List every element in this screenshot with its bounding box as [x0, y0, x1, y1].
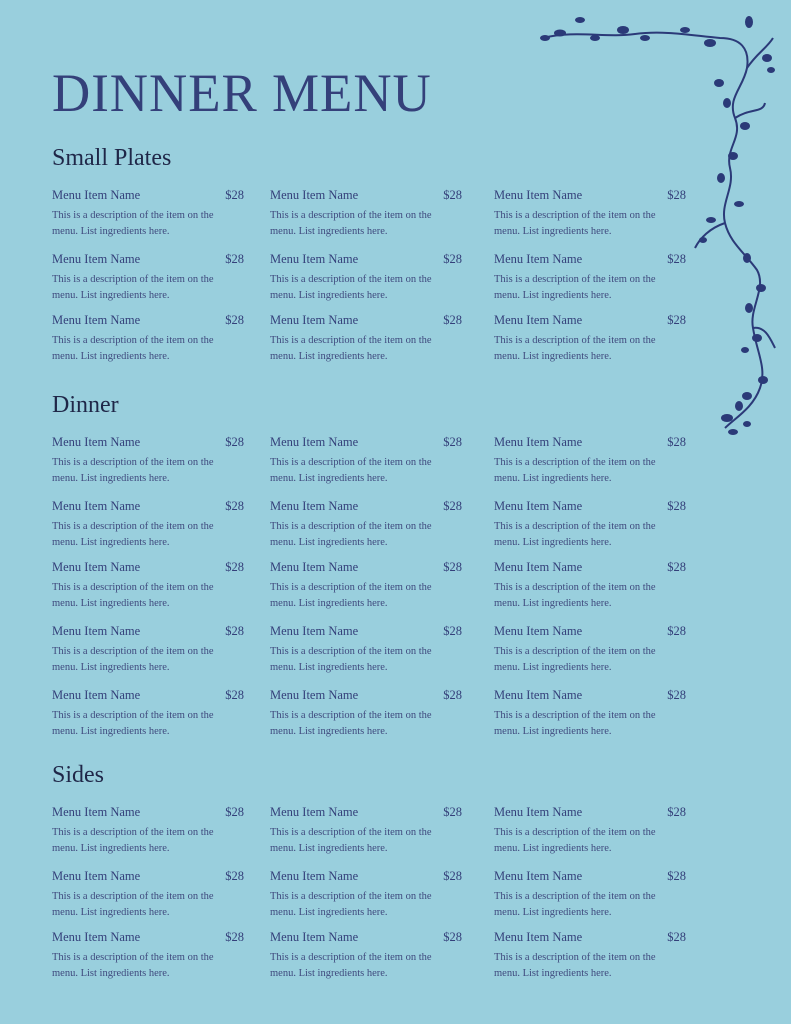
- menu-item: [52, 252, 244, 303]
- menu-item: [494, 930, 686, 981]
- menu-item-name: Menu Item Name: [270, 188, 359, 202]
- menu-item: [270, 252, 462, 303]
- menu-item-header: [270, 805, 462, 820]
- menu-item-header: [52, 313, 244, 328]
- menu-item-header: [494, 869, 686, 884]
- menu-item-header: [270, 435, 462, 450]
- menu-item-description: This is a description of the item on the menu. List ingredients here.: [270, 457, 432, 484]
- menu-item: [52, 499, 244, 550]
- menu-item-name: Menu Item Name: [494, 435, 583, 449]
- menu-item-description: This is a description of the item on the menu. List ingredients here.: [494, 646, 656, 673]
- menu-item: [52, 624, 244, 675]
- menu-item-price: $28: [667, 252, 686, 266]
- menu-item-header: [494, 560, 686, 575]
- menu-item-description: This is a description of the item on the menu. List ingredients here.: [52, 210, 214, 237]
- menu-item: [270, 930, 462, 981]
- menu-item-description: This is a description of the item on the menu. List ingredients here.: [494, 457, 656, 484]
- page-title: DINNER MENU: [52, 63, 432, 123]
- menu-item-header: [52, 624, 244, 639]
- menu-item-name: Menu Item Name: [52, 805, 141, 819]
- menu-item-description: This is a description of the item on the menu. List ingredients here.: [494, 210, 656, 237]
- menu-item-description: This is a description of the item on the menu. List ingredients here.: [52, 952, 214, 979]
- menu-item-description: This is a description of the item on the menu. List ingredients here.: [52, 457, 214, 484]
- menu-item-header: [52, 805, 244, 820]
- menu-item-price: $28: [225, 499, 244, 513]
- menu-item-header: [494, 688, 686, 703]
- menu-item-price: $28: [443, 624, 462, 638]
- menu-item-description: This is a description of the item on the menu. List ingredients here.: [52, 891, 214, 918]
- menu-item: [270, 688, 462, 739]
- menu-item-price: $28: [443, 688, 462, 702]
- menu-item-name: Menu Item Name: [52, 313, 141, 327]
- menu-item-description: This is a description of the item on the menu. List ingredients here.: [52, 274, 214, 301]
- menu-item-header: [52, 499, 244, 514]
- menu-item-name: Menu Item Name: [270, 869, 359, 883]
- menu-item-price: $28: [225, 313, 244, 327]
- menu-item-name: Menu Item Name: [494, 624, 583, 638]
- menu-item-header: [270, 313, 462, 328]
- menu-item-name: Menu Item Name: [52, 435, 141, 449]
- menu-item-header: [494, 805, 686, 820]
- menu-item-price: $28: [667, 688, 686, 702]
- menu-item: [270, 435, 462, 486]
- menu-item-name: Menu Item Name: [270, 560, 359, 574]
- menu-item-price: $28: [443, 499, 462, 513]
- menu-item: [270, 499, 462, 550]
- menu-item-header: [270, 560, 462, 575]
- menu-item: [494, 688, 686, 739]
- menu-item-header: [270, 624, 462, 639]
- menu-item-header: [52, 869, 244, 884]
- menu-item-price: $28: [225, 688, 244, 702]
- menu-item-description: This is a description of the item on the menu. List ingredients here.: [494, 827, 656, 854]
- menu-item-price: $28: [225, 805, 244, 819]
- menu-item-header: [52, 930, 244, 945]
- menu-item-name: Menu Item Name: [270, 499, 359, 513]
- menu-item: [52, 688, 244, 739]
- menu-item-name: Menu Item Name: [270, 252, 359, 266]
- menu-item-name: Menu Item Name: [52, 560, 141, 574]
- menu-item: [270, 313, 462, 364]
- menu-item-price: $28: [443, 805, 462, 819]
- menu-item-header: [494, 188, 686, 203]
- menu-item-header: [494, 624, 686, 639]
- menu-item-price: $28: [667, 560, 686, 574]
- menu-item: [494, 499, 686, 550]
- menu-item-price: $28: [443, 930, 462, 944]
- menu-item-name: Menu Item Name: [494, 688, 583, 702]
- menu-item-description: This is a description of the item on the menu. List ingredients here.: [494, 582, 656, 609]
- menu-item: [494, 313, 686, 364]
- menu-item-name: Menu Item Name: [52, 869, 141, 883]
- menu-item-name: Menu Item Name: [270, 805, 359, 819]
- menu-item-name: Menu Item Name: [52, 188, 141, 202]
- menu-item-price: $28: [443, 313, 462, 327]
- menu-item-price: $28: [667, 930, 686, 944]
- menu-item-price: $28: [667, 869, 686, 883]
- menu-item-description: This is a description of the item on the menu. List ingredients here.: [494, 952, 656, 979]
- menu-item-name: Menu Item Name: [494, 869, 583, 883]
- menu-item-price: $28: [667, 499, 686, 513]
- menu-item-name: Menu Item Name: [270, 930, 359, 944]
- menu-item-name: Menu Item Name: [52, 688, 141, 702]
- menu-item-header: [52, 435, 244, 450]
- menu-item-price: $28: [225, 560, 244, 574]
- menu-item-price: $28: [225, 188, 244, 202]
- menu-item-name: Menu Item Name: [52, 252, 141, 266]
- menu-item-name: Menu Item Name: [494, 313, 583, 327]
- menu-item-price: $28: [667, 188, 686, 202]
- menu-item-header: [494, 252, 686, 267]
- menu-item: [52, 805, 244, 856]
- menu-item: [52, 313, 244, 364]
- section-heading: Dinner: [52, 392, 119, 418]
- menu-item-header: [270, 188, 462, 203]
- menu-item-description: This is a description of the item on the menu. List ingredients here.: [494, 710, 656, 737]
- menu-item-price: $28: [443, 188, 462, 202]
- menu-item-price: $28: [443, 560, 462, 574]
- menu-item-description: This is a description of the item on the menu. List ingredients here.: [494, 274, 656, 301]
- menu-item-description: This is a description of the item on the menu. List ingredients here.: [270, 521, 432, 548]
- menu-item-price: $28: [443, 435, 462, 449]
- menu-item: [494, 805, 686, 856]
- menu-item-description: This is a description of the item on the menu. List ingredients here.: [52, 582, 214, 609]
- menu-item: [270, 869, 462, 920]
- menu-item-price: $28: [225, 252, 244, 266]
- menu-item: [270, 624, 462, 675]
- menu-item: [52, 188, 244, 239]
- menu-item-name: Menu Item Name: [52, 624, 141, 638]
- menu-item-description: This is a description of the item on the menu. List ingredients here.: [52, 646, 214, 673]
- menu-item-header: [494, 313, 686, 328]
- menu-item-header: [52, 188, 244, 203]
- menu-item-name: Menu Item Name: [494, 252, 583, 266]
- menu-item-description: This is a description of the item on the menu. List ingredients here.: [270, 952, 432, 979]
- menu-item-price: $28: [667, 624, 686, 638]
- menu-item-header: [494, 930, 686, 945]
- menu-item-description: This is a description of the item on the menu. List ingredients here.: [270, 210, 432, 237]
- menu-item-header: [52, 560, 244, 575]
- menu-item-description: This is a description of the item on the menu. List ingredients here.: [52, 710, 214, 737]
- menu-item-header: [270, 688, 462, 703]
- menu-item-price: $28: [225, 869, 244, 883]
- menu-item-price: $28: [443, 869, 462, 883]
- menu-item: [52, 930, 244, 981]
- menu-item-description: This is a description of the item on the menu. List ingredients here.: [270, 646, 432, 673]
- menu-item-description: This is a description of the item on the menu. List ingredients here.: [52, 521, 214, 548]
- menu-item-price: $28: [443, 252, 462, 266]
- menu-item-name: Menu Item Name: [270, 624, 359, 638]
- menu-item-description: This is a description of the item on the menu. List ingredients here.: [270, 335, 432, 362]
- menu-item-price: $28: [667, 805, 686, 819]
- menu-item: [270, 188, 462, 239]
- menu-item-price: $28: [225, 624, 244, 638]
- menu-item-header: [270, 499, 462, 514]
- menu-item: [52, 869, 244, 920]
- menu-item-description: This is a description of the item on the menu. List ingredients here.: [270, 891, 432, 918]
- menu-item-description: This is a description of the item on the menu. List ingredients here.: [270, 582, 432, 609]
- menu-item-name: Menu Item Name: [494, 188, 583, 202]
- menu-item-name: Menu Item Name: [270, 313, 359, 327]
- menu-item-name: Menu Item Name: [494, 499, 583, 513]
- menu-item: [52, 560, 244, 611]
- menu-item-description: This is a description of the item on the menu. List ingredients here.: [52, 335, 214, 362]
- menu-item: [270, 560, 462, 611]
- section-heading: Sides: [52, 762, 105, 788]
- menu-item-name: Menu Item Name: [494, 805, 583, 819]
- menu-item-header: [52, 252, 244, 267]
- menu-item: [270, 805, 462, 856]
- menu-item: [494, 188, 686, 239]
- menu-item-header: [494, 435, 686, 450]
- menu-item-header: [270, 869, 462, 884]
- menu-item-description: This is a description of the item on the menu. List ingredients here.: [494, 335, 656, 362]
- menu-item-price: $28: [667, 313, 686, 327]
- menu-item-description: This is a description of the item on the menu. List ingredients here.: [270, 827, 432, 854]
- menu-item-name: Menu Item Name: [52, 930, 141, 944]
- menu-item-name: Menu Item Name: [494, 930, 583, 944]
- menu-item-description: This is a description of the item on the menu. List ingredients here.: [494, 891, 656, 918]
- menu-item-name: Menu Item Name: [494, 560, 583, 574]
- menu-item: [494, 252, 686, 303]
- menu-item-name: Menu Item Name: [52, 499, 141, 513]
- menu-item-name: Menu Item Name: [270, 688, 359, 702]
- menu-item-name: Menu Item Name: [270, 435, 359, 449]
- menu-item-header: [270, 930, 462, 945]
- menu-item: [494, 435, 686, 486]
- menu-item-price: $28: [667, 435, 686, 449]
- menu-item-header: [52, 688, 244, 703]
- section-heading: Small Plates: [52, 145, 172, 171]
- menu-item-price: $28: [225, 930, 244, 944]
- menu-item-price: $28: [225, 435, 244, 449]
- menu-item-description: This is a description of the item on the menu. List ingredients here.: [270, 274, 432, 301]
- menu-item-description: This is a description of the item on the menu. List ingredients here.: [494, 521, 656, 548]
- menu-item-header: [494, 499, 686, 514]
- menu-item-header: [270, 252, 462, 267]
- menu-item: [494, 624, 686, 675]
- menu-item-description: This is a description of the item on the menu. List ingredients here.: [52, 827, 214, 854]
- menu-item: [52, 435, 244, 486]
- menu-item: [494, 869, 686, 920]
- menu-item-description: This is a description of the item on the menu. List ingredients here.: [270, 710, 432, 737]
- menu-item: [494, 560, 686, 611]
